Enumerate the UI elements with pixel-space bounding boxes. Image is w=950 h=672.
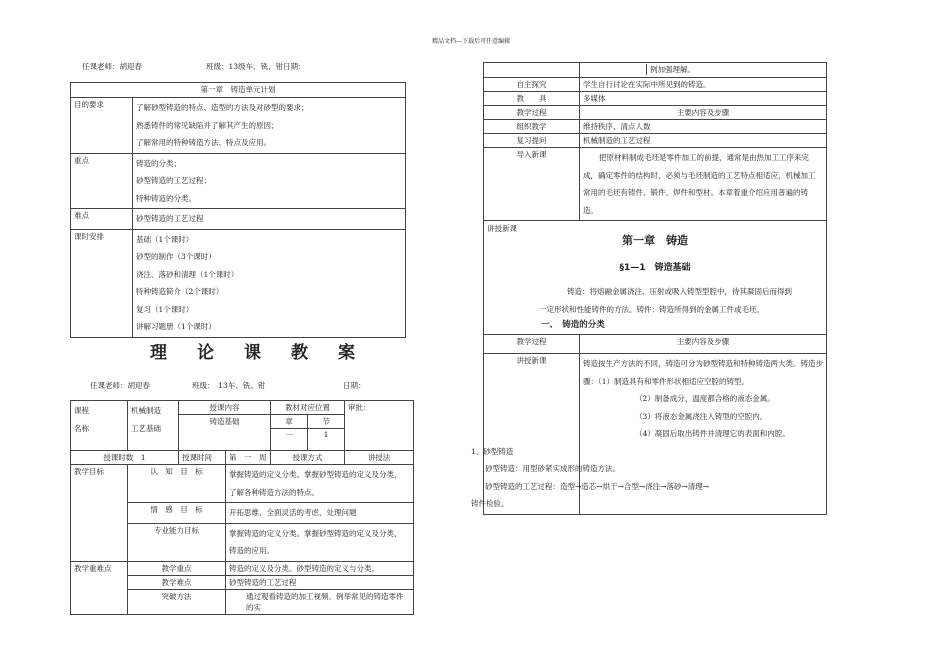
chapter-label: 章 bbox=[271, 415, 308, 429]
row-label-goals: 目的要求 bbox=[71, 98, 133, 154]
row-label-process: 教学过程 bbox=[484, 106, 580, 120]
process-label-2: 教学过程 bbox=[484, 335, 580, 354]
section-value: 1 bbox=[308, 429, 345, 451]
method-value: 讲授法 bbox=[345, 451, 414, 465]
row-review: 机械制造的工艺过程 bbox=[580, 134, 827, 148]
row-continuation: 例加强理解。 bbox=[580, 63, 827, 78]
row-blank-label bbox=[484, 63, 580, 78]
keypoint-difficulty: 砂型铸造的工艺过程 bbox=[226, 575, 414, 589]
section-heading: §1—1 铸造基础 bbox=[619, 263, 691, 273]
intro-text: 把原材料制成毛坯是零件加工的前提，通常是由热加工工序来完 成，确定零件的结构时，必须与毛坯制造的工艺特点相适应，机械加工 常用的毛坯有铸件、锻件、焊件和型材。本章着重介绍应用普遍的铸 造。 bbox=[580, 148, 827, 221]
method-label: 授课方式 bbox=[271, 451, 345, 465]
row-label-hours: 课时安排 bbox=[71, 229, 133, 337]
time-value: 第 一 周 bbox=[226, 451, 271, 465]
row-aids: 多媒体 bbox=[580, 92, 827, 106]
keypoint-difficulty-label: 教学难点 bbox=[128, 575, 226, 589]
unit-plan-table bbox=[70, 82, 406, 338]
chapter-value: 一 bbox=[271, 429, 308, 451]
intro-label: 导入新课 bbox=[484, 148, 580, 221]
content-label: 授课内容 bbox=[179, 401, 271, 415]
goal-cognitive-label: 认 知 目 标 bbox=[128, 465, 226, 503]
row-label-key: 重点 bbox=[71, 153, 133, 209]
process-value-2: 主要内容及步骤 bbox=[580, 335, 827, 354]
row-label-explore: 自主探究 bbox=[484, 78, 580, 92]
lesson-table bbox=[70, 400, 414, 615]
unit-plan-title: 第一章 铸造单元计划 bbox=[71, 83, 406, 98]
course-value: 机械制造 工艺基础 bbox=[128, 401, 179, 451]
goal-ability-label: 专业能力目标 bbox=[128, 523, 226, 561]
header-note: 精品文档---下载后可任意编辑 bbox=[432, 38, 511, 45]
lecture2-text: 铸造按生产方法的不同，铸造可分为砂型铸造和特种铸造两大类。铸造步 骤：（1）制造具有和零件形状相适应空腔的铸型。 （2）制备成分、温度都合格的液态金属。 （3）将液态金属浇注入铸型的空腔内。 （4）凝固后取出铸件并清理它的表面和内腔。 1、砂型铸造 砂型铸造：用型砂紧实成形的铸造方法。 砂型铸造的工艺过程：造型→造芯→烘干→合型→浇注→落砂→清理→ 铸件检验。 bbox=[580, 354, 827, 515]
hours-label: 授课时数 1 bbox=[71, 451, 179, 465]
class-date-label: 班级：13级车、铣、钳日期： bbox=[206, 62, 306, 71]
lecture-label: 讲授新课 bbox=[487, 224, 517, 233]
lecture-block bbox=[484, 221, 827, 335]
content-value: 铸造基础 bbox=[179, 415, 271, 451]
process-table bbox=[471, 62, 827, 515]
keypoints-label: 教学重难点 bbox=[71, 561, 128, 614]
row-key: 铸造的分类； 砂型铸造的工艺过程； 特种铸造的分类。 bbox=[133, 153, 406, 209]
goals-label: 教学目标 bbox=[71, 465, 128, 562]
teacher-label-2: 任课老师：胡迎春 bbox=[90, 381, 150, 390]
row-explore: 学生自行讨论在实际中所见到的铸造。 bbox=[580, 78, 827, 92]
time-label: 授课时间 bbox=[179, 451, 226, 465]
section-label: 节 bbox=[308, 415, 345, 429]
row-label-review: 复习提问 bbox=[484, 134, 580, 148]
goal-ability: 掌握铸造的定义分类。掌握砂型铸造的定义及分类， 铸造的应用。 bbox=[226, 523, 414, 561]
teacher-label: 任课老师：胡迎春 bbox=[82, 62, 142, 71]
keypoint-focus: 铸造的定义及分类。砂型铸造的定义与分类。 bbox=[226, 561, 414, 575]
keypoint-focus-label: 教学重点 bbox=[128, 561, 226, 575]
page-title: 理论课教案 bbox=[150, 343, 385, 363]
row-difficult: 砂型铸造的工艺过程 bbox=[133, 209, 406, 230]
date-label-2: 日期： bbox=[343, 381, 366, 390]
lecture2-label: 讲授新课 bbox=[484, 354, 580, 515]
row-organize: 维持秩序、清点人数 bbox=[580, 120, 827, 134]
class-label-2: 班级： 13车、铣、钳 bbox=[192, 381, 266, 390]
row-goals: 了解砂型铸造的特点、造型的方法及对砂型的要求； 熟悉铸件的常见缺陷并了解其产生的原因； 了解常用的特种铸造方法、特点及应用。 bbox=[133, 98, 406, 154]
goal-emotion-label: 情 感 目 标 bbox=[128, 503, 226, 524]
row-label-organize: 组织教学 bbox=[484, 120, 580, 134]
row-label-difficult: 难点 bbox=[71, 209, 133, 230]
course-label: 课程 名称 bbox=[71, 401, 128, 451]
chapter-heading: 第一章 铸造 bbox=[622, 234, 688, 247]
keypoint-method-label: 突破方法 bbox=[128, 589, 226, 614]
row-hours: 基础（1个课时） 砂型的制作（3个课时） 浇注、落砂和清理（1个课时） 特种铸造简介（2个课时） 复习（1个课时） 讲解习题册（1个课时） bbox=[133, 229, 406, 337]
textbook-label: 教材对应位置 bbox=[271, 401, 345, 415]
casting-definition: 铸造：将熔融金属浇注、压射或吸入铸型型腔中，待其凝固后而得到 一定形状和性能铸件的方法。铸件：铸造所得到的金属工件或毛坯。 bbox=[539, 287, 792, 314]
row-process: 主要内容及步骤 bbox=[580, 106, 827, 120]
keypoint-method: 通过观看铸造的加工视频、例举常见的铸造零件的实 bbox=[226, 589, 414, 614]
goal-cognitive: 掌握铸造的定义分类。掌握砂型铸造的定义及分类， 了解各种铸造方法的特点。 bbox=[226, 465, 414, 503]
goal-emotion: 开拓思维、全面灵活的考虑、处理问题 bbox=[226, 503, 414, 524]
classification-heading: 一、 铸造的分类 bbox=[541, 320, 605, 330]
row-label-aids: 教 具 bbox=[484, 92, 580, 106]
review-label: 审批： bbox=[345, 401, 414, 451]
